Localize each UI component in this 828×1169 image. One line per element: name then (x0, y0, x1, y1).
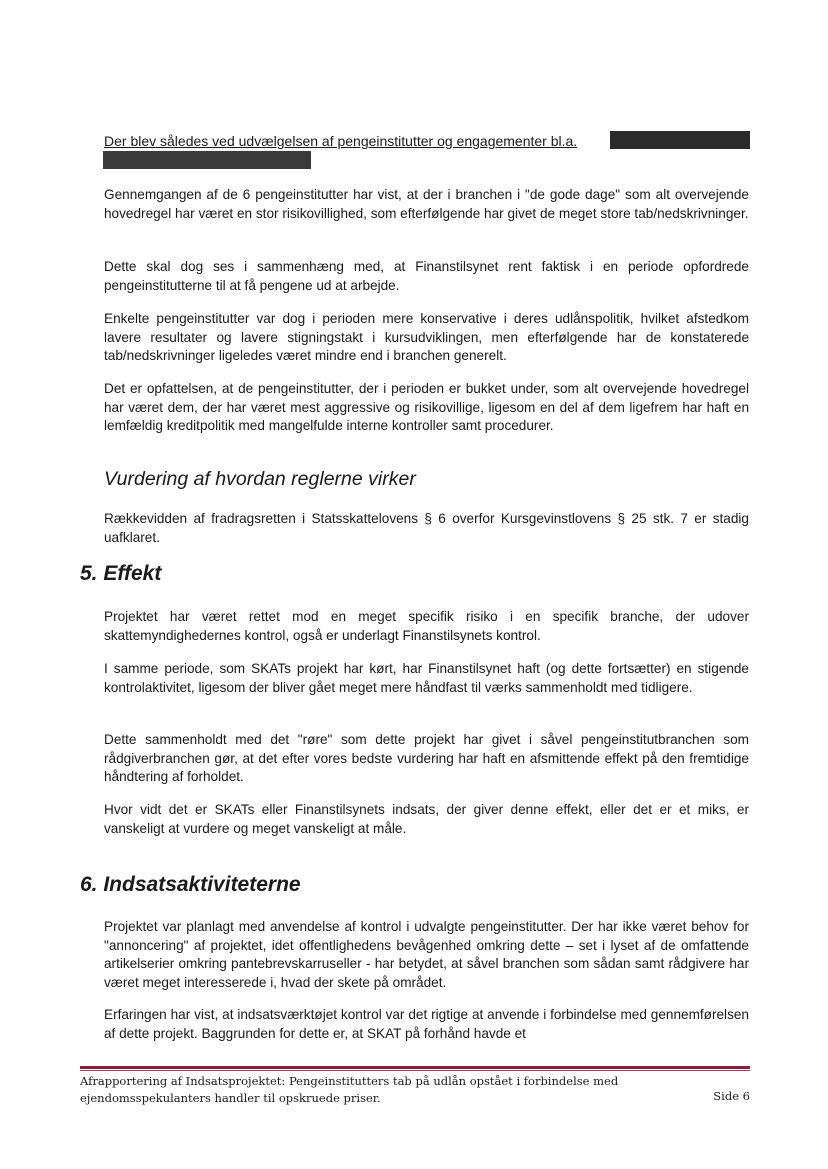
paragraph: Enkelte pengeinstitutter var dog i perioden mere konservative i deres udlånspolitik, hvilket afstedkom lavere resultater og lavere stigningstakt i kursudviklingen, men efterfølgende har de konstaterede tab/nedskrivninger ligeledes været mindre end i branchen generelt. (104, 311, 749, 364)
footer-divider (80, 1066, 750, 1069)
paragraph: Det er opfattelsen, at de pengeinstitutter, der i perioden er bukket under, som alt overvejende hovedregel har været dem, der har været mest aggressive og risikovillige, ligesom en del af dem ligefrem har haft en lemfældig kreditpolitik med mangelfulde interne kontroller samt procedurer. (104, 381, 749, 434)
footer-line-1: Afrapportering af Indsatsprojektet: Pengeinstitutters tab på udlån opstået i forbindelse med (80, 1074, 619, 1088)
redaction-block (103, 151, 311, 169)
paragraph: Dette skal dog ses i sammenhæng med, at Finanstilsynet rent faktisk i en periode opfordrede pengeinstitutterne til at få pengene ud at arbejde. (104, 259, 749, 293)
paragraph: I samme periode, som SKATs projekt har kørt, har Finanstilsynet haft (og dette fortsætter) en stigende kontrolaktivitet, ligesom der bliver gået meget mere håndfast til værks sammenholdt med tidligere. (104, 661, 749, 695)
page-number: Side 6 (713, 1089, 750, 1103)
section-heading-5: 5. Effekt (80, 562, 162, 585)
paragraph: Rækkevidden af fradragsretten i Statsskattelovens § 6 overfor Kursgevinstlovens § 25 stk. 7 er stadig uafklaret. (104, 511, 749, 545)
paragraph: Gennemgangen af de 6 pengeinstitutter har vist, at der i branchen i "de gode dage" som alt overvejende hovedregel har været en stor risikovillighed, som efterfølgende har givet de meget store tab/nedskrivninger. (104, 187, 749, 221)
redaction-block (610, 131, 750, 149)
footer-caption (80, 1073, 680, 1106)
section-heading-6: 6. Indsatsaktiviteterne (80, 873, 301, 896)
paragraph: Hvor vidt det er SKATs eller Finanstilsynets indsats, der giver denne effekt, eller det er et miks, er vanskeligt at vurdere og meget vanskeligt at måle. (104, 802, 749, 836)
paragraph: Projektet var planlagt med anvendelse af kontrol i udvalgte pengeinstitutter. Der har ikke været behov for "annoncering" af projektet, idet offentlighedens bevågenhed omkring dette – set i lyset af de omfattende artikelserier omkring pantebrevskarruseller - har betydet, at såvel branchen som sådan samt rådgivere har været meget interesserede i, hvad der skete på området. (104, 919, 749, 990)
paragraph: Erfaringen har vist, at indsatsværktøjet kontrol var det rigtige at anvende i forbindelse med gennemførelsen af dette projekt. Baggrunden for dette er, at SKAT på forhånd havde et (104, 1007, 749, 1041)
paragraph: Dette sammenholdt med det "røre" som dette projekt har givet i såvel pengeinstitutbranchen som rådgiverbranchen gør, at det efter vores bedste vurdering har haft en afsmittende effekt på den fremtidige håndtering af forholdet. (104, 732, 749, 785)
footer-line-2: ejendomsspekulanters handler til opskruede priser. (80, 1090, 381, 1105)
paragraph: Projektet har været rettet mod en meget specifik risiko i en specifik branche, der udover skattemyndighedernes kontrol, også er underlagt Finanstilsynets kontrol. (104, 609, 749, 643)
intro-text: Der blev således ved udvælgelsen af pengeinstitutter og engagementer bl.a. (104, 133, 578, 149)
footer-divider-thin (80, 1070, 750, 1071)
subsection-heading: Vurdering af hvordan reglerne virker (104, 468, 416, 490)
